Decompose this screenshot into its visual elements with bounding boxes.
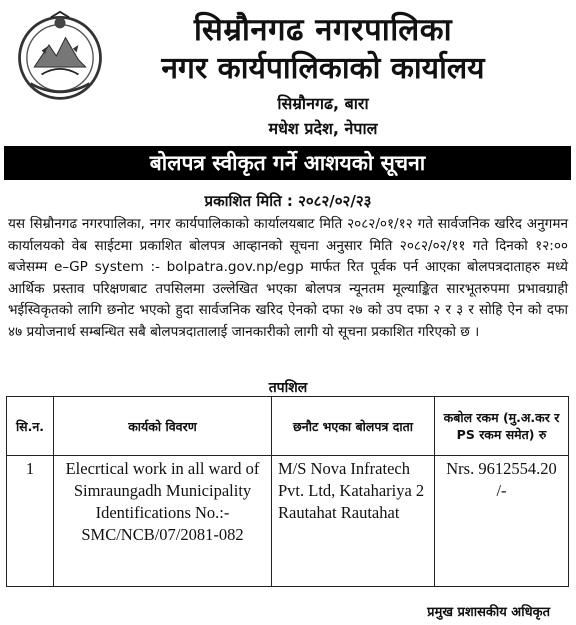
award-table bbox=[6, 396, 569, 587]
office-name: नगर कार्यपालिकाको कार्यालय bbox=[161, 51, 485, 86]
header-selected-bidder: छनौट भएका बोलपत्र दाता bbox=[272, 397, 435, 456]
table-header-row bbox=[7, 397, 569, 456]
signatory-title: प्रमुख प्रशासकीय अधिकृत bbox=[427, 605, 550, 620]
details-section-title: तपशिल bbox=[268, 380, 308, 396]
header-work-description: कार्यको विवरण bbox=[54, 397, 272, 456]
cell-selected-bidder: M/S Nova Infratech Pvt. Ltd, Katahariya 2 Rautahat Rautahat bbox=[272, 456, 435, 587]
office-province: मधेश प्रदेश, नेपाल bbox=[268, 119, 378, 138]
header-bid-amount: कबोल रकम (मु.अ.कर र PS रकम समेत) रु bbox=[435, 397, 569, 456]
municipality-name: सिम्रौनगढ नगरपालिका bbox=[193, 12, 453, 48]
cell-serial: 1 bbox=[7, 456, 54, 587]
header-serial: सि.न. bbox=[7, 397, 54, 456]
cell-bid-amount: Nrs. 9612554.20 /- bbox=[435, 456, 569, 587]
notice-title-banner: बोलपत्र स्वीकृत गर्ने आशयको सूचना bbox=[4, 146, 571, 180]
office-location: सिम्रौनगढ, बारा bbox=[277, 94, 369, 113]
cell-work-description: Elecrtical work in all ward of Simraungadh Municipality Identifications No.:- SMC/NCB/07/2081-082 bbox=[54, 456, 272, 587]
table-row bbox=[7, 456, 569, 587]
notice-paragraph: यस सिम्रौनगढ नगरपालिका, नगर कार्यपालिकाको कार्यालयबाट मिति २०८२/०१/१२ गते सार्वजनिक खरिद अनुगमन कार्यालयको वेब साईटमा प्रकाशित बोलपत्र आव्हानको सूचना अनुसार मिति २०८२/०२/११ गते दिनको १२:०० बजेसम्म e–GP system :- bolpatra.gov.np/egp मार्फत रित पूर्वक पर्न आएका बोलपत्रदाताहरु मध्ये आर्थिक प्रस्ताव परिक्षणबाट तपसिलमा उल्लेखित भएका बोलपत्र न्यूनतम मूल्याङ्कित सारभूतरुपमा प्रभावग्राही भईस्विकृतको लागि छनोट भएको हुदा सार्वजनिक खरिद ऐनको दफा २७ को उप दफा २ र ३ र सोहि ऐन को दफा ४७ प्रयोजनार्थ सम्बन्धित सबै बोलपत्रदातालाई जानकारीको लागी यो सूचना प्रकाशित गरिएको छ । bbox=[8, 216, 568, 340]
publication-date: प्रकाशित मिति : २०८२/०२/२३ bbox=[204, 192, 372, 210]
